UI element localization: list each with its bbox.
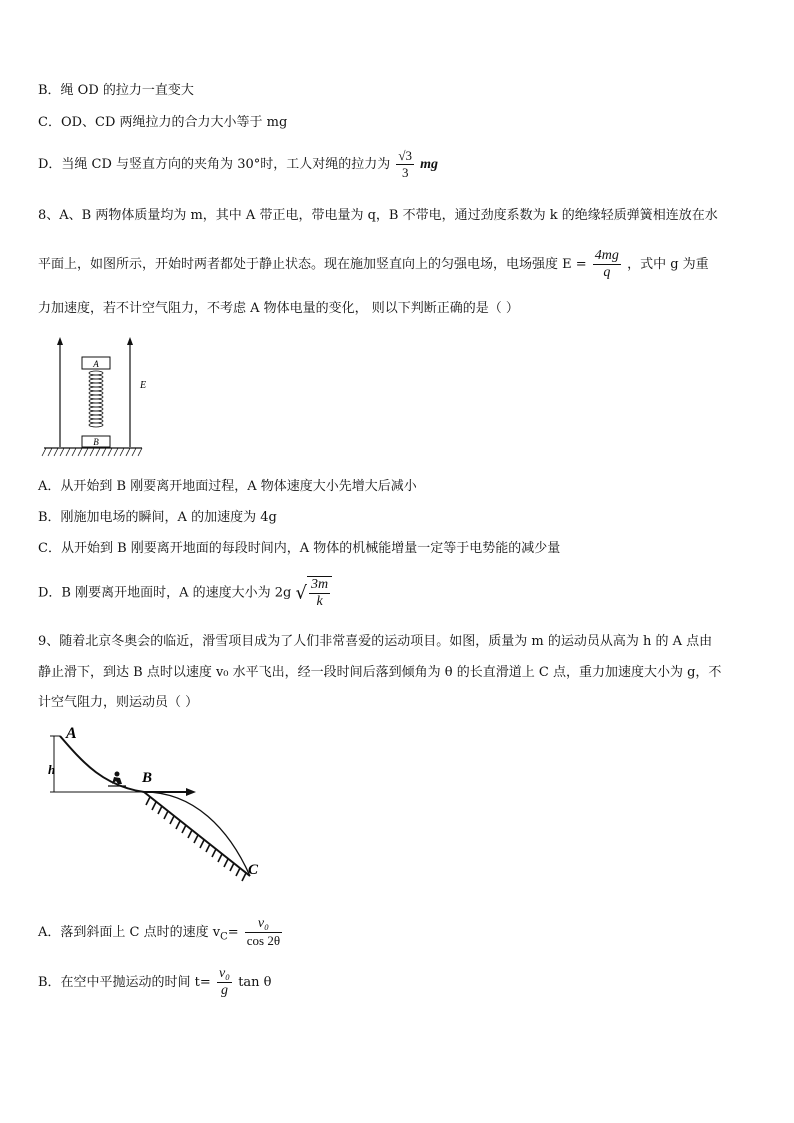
q7-option-b: B．绳 OD 的拉力一直变大 [38,83,194,98]
q8-option-d [38,576,332,610]
q9-option-b-text: B．在空中平抛运动的时间 t= [38,975,211,990]
label-c: C [248,862,259,878]
radical-icon: √ [295,582,307,604]
ski-slope-curve [60,736,144,792]
arrow-right-icon [186,788,196,796]
q9-option-a [38,916,284,949]
label-b: B [93,437,99,447]
q7-option-d-numerator: √3 [398,148,413,163]
q9-option-b-denominator: g [221,983,228,998]
label-b: B [142,770,153,786]
q8-field-denominator: q [603,265,611,280]
q8-stem-line2-text: 平面上，如图所示，开始时两者都处于静止状态。现在施加竖直向上的匀强电场，电场强度 E = [38,257,587,272]
label-h: h [48,762,56,777]
q9-option-b [38,966,272,999]
label-a: A [66,725,77,742]
q8-option-a: A．从开始到 B 刚要离开地面过程，A 物体速度大小先增大后减小 [38,479,417,494]
q7-option-c: C．OD、CD 两绳拉力的合力大小等于 mg [38,115,288,130]
q9-option-a-denominator: cos 2θ [246,933,281,948]
q7-option-d-text: D．当绳 CD 与竖直方向的夹角为 30°时，工人对绳的拉力为 [38,157,391,172]
q8-option-d-sqrt [296,576,333,610]
q9-option-b-tail: tan θ [238,975,272,990]
q8-stem-line2 [38,248,709,281]
q9-stem-line1: 9、随着北京冬奥会的临近，滑雪项目成为了人们非常喜爱的运动项目。如图，质量为 m 的运动员从高为 h 的 A 点由 [38,634,713,649]
arrow-up-icon [127,337,133,345]
spring [89,371,103,427]
q7-option-d-denominator: 3 [401,165,409,180]
q8-field-fraction [593,248,621,281]
q9-stem-line2: 静止滑下，到达 B 点时以速度 v₀ 水平飞出，经一段时间后落到倾角为 θ 的长直滑道上 C 点，重力加速度大小为 g，不 [38,665,722,680]
q8-option-d-numerator: 3m [310,577,329,592]
q9-stem-line3: 计空气阻力，则运动员（ ） [38,695,199,710]
q8-option-d-fraction [309,577,330,610]
q8-option-d-text: D．B 刚要离开地面时，A 的速度大小为 2g [38,585,292,601]
q9-option-a-text: A．落到斜面上 C 点时的速度 v [38,925,221,940]
q9-option-a-numerator: v₀ [245,916,282,933]
q8-option-b: B．刚施加电场的瞬间，A 的加速度为 4g [38,510,277,525]
arrow-up-icon [57,337,63,345]
q8-option-d-denominator: k [316,594,323,609]
q9-option-a-equals: = [227,925,239,940]
q7-option-d [38,148,438,181]
q8-stem-line1: 8、A、B 两物体质量均为 m，其中 A 带正电，带电量为 q，B 不带电，通过劲度系数为 k 的绝缘轻质弹簧相连放在水 [38,208,718,223]
label-a: A [93,359,99,369]
label-e: E [140,380,147,391]
q8-figure [40,334,160,464]
q8-stem-line3: 力加速度，若不计空气阻力，不考虑 A 物体电量的变化， 则以下判断正确的是（ ） [38,301,519,316]
q7-option-d-unit: mg [420,157,439,172]
q9-figure [44,724,274,890]
q9-option-b-numerator: v₀ [218,966,231,981]
q8-stem-line2-tail: ，式中 g 为重 [627,257,709,272]
q8-field-numerator: 4mg [594,248,619,263]
q8-option-c: C．从开始到 B 刚要离开地面的每段时间内，A 物体的机械能增量一定等于电势能的减少量 [38,541,561,556]
q7-option-d-fraction [396,148,414,181]
incline-hatch [146,797,246,881]
ground-hatch [42,448,142,456]
q9-option-a-fraction [245,916,282,949]
q9-option-b-fraction [217,966,232,999]
q9-option-a-subscript: C [220,931,228,943]
